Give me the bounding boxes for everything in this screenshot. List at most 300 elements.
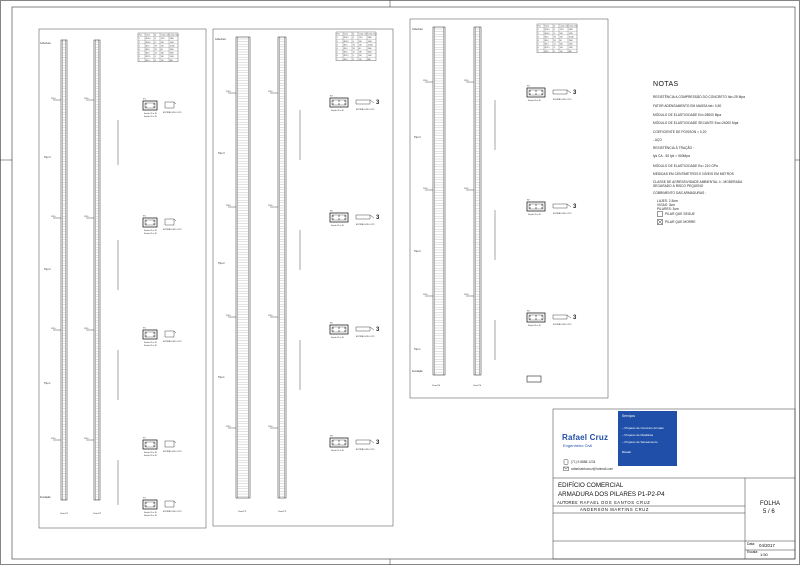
level-name: Tipo 2 bbox=[414, 250, 421, 253]
sheet-number: 5 / 6 bbox=[763, 509, 775, 515]
rebar-dot bbox=[344, 443, 345, 444]
level-value: 1150 bbox=[423, 80, 428, 83]
rebar-dot bbox=[529, 207, 530, 208]
rebar-dot bbox=[338, 215, 339, 216]
stirrup-count: 3 bbox=[376, 215, 380, 221]
stirrup-hook bbox=[174, 219, 176, 221]
service-item: – Projetos de Metálicas bbox=[622, 433, 654, 437]
rebar-dot bbox=[145, 335, 146, 336]
note-line: PILARES: 3cm bbox=[657, 207, 679, 211]
level-name: Fundação bbox=[40, 496, 51, 499]
stirrup-count: 3 bbox=[573, 204, 577, 210]
stirrup-label: ESTRIBO Ø5.0 C/15 bbox=[356, 109, 375, 111]
sheet-border bbox=[1, 1, 800, 565]
authors-label: AUTORES: bbox=[557, 500, 579, 505]
rebar-dot bbox=[145, 220, 146, 221]
rebar-dot bbox=[145, 502, 146, 503]
rebar-dot bbox=[529, 315, 530, 316]
table-cell: 130 bbox=[160, 45, 164, 48]
rebar-dot bbox=[153, 335, 154, 336]
rebar-dot bbox=[332, 327, 333, 328]
legend-label: PILAR QUE SEGUE bbox=[665, 212, 695, 216]
note-line: - AÇO bbox=[653, 138, 662, 142]
rebar-dot bbox=[344, 440, 345, 441]
services-title: Serviços bbox=[622, 414, 636, 418]
note-line: MEDIDAS EM CENTÍMETROS E NÍVEIS EM METROS bbox=[653, 172, 734, 176]
table-cell: Ø10.0 bbox=[544, 29, 550, 32]
table-cell: 7 bbox=[138, 59, 140, 62]
level-name: Tipo 1 bbox=[218, 376, 225, 379]
stirrup-detail bbox=[356, 100, 370, 104]
phone-icon bbox=[563, 459, 569, 465]
stirrup-detail bbox=[553, 204, 567, 208]
table-cell: 7 bbox=[537, 50, 539, 53]
stirrup-hook bbox=[174, 102, 176, 104]
table-cell: 1240 bbox=[367, 40, 372, 43]
level-value: 1150 bbox=[226, 91, 231, 94]
stirrup-hook bbox=[370, 100, 374, 103]
stirrup-detail bbox=[165, 102, 174, 108]
rebar-dot bbox=[332, 330, 333, 331]
table-cell: 1560 bbox=[568, 43, 573, 46]
table-cell: Ø5.0 bbox=[544, 43, 549, 46]
view-caption: Vista P4 bbox=[473, 385, 482, 387]
table-cell: Ø10.0 bbox=[145, 38, 151, 41]
level-value: 1150 bbox=[226, 315, 231, 318]
rebar-dot bbox=[541, 204, 542, 205]
square-cross-icon bbox=[657, 219, 663, 225]
table-cell: 310 bbox=[358, 55, 362, 58]
section-label: Seção 20 x 45 bbox=[144, 515, 157, 517]
table-cell: 310 bbox=[559, 47, 563, 50]
table-cell: Ø5.0 bbox=[544, 40, 549, 42]
table-cell: 4 bbox=[154, 56, 156, 59]
stirrup-detail bbox=[553, 315, 567, 319]
pillar-column bbox=[94, 40, 100, 500]
rebar-dot bbox=[338, 440, 339, 441]
rebar-dot bbox=[344, 330, 345, 331]
level-name: Tipo 1 bbox=[44, 382, 51, 385]
level-value: 1150 bbox=[464, 188, 469, 191]
level-name: Cobertura bbox=[40, 42, 51, 45]
section-label: Seção 20 x 45 bbox=[144, 455, 157, 457]
level-value: 1150 bbox=[51, 216, 56, 219]
rebar-dot bbox=[332, 100, 333, 101]
section-label: Seção 20 x 45 bbox=[528, 325, 541, 327]
stirrup-label: ESTRIBO Ø5.0 C/15 bbox=[356, 224, 375, 226]
level-name: Tipo 2 bbox=[44, 268, 51, 271]
pillar-column bbox=[61, 40, 67, 500]
section-label: Seção 20 x 45 bbox=[144, 116, 157, 118]
rebar-dot bbox=[153, 505, 154, 506]
table-cell: 4 bbox=[352, 40, 354, 43]
section-label: Seção 20 x 45 bbox=[144, 452, 157, 454]
section-outline bbox=[527, 199, 545, 211]
table-cell: 8 bbox=[154, 59, 156, 62]
stirrup-label: ESTRIBO Ø5.0 C/15 bbox=[356, 449, 375, 451]
section-name: P2 bbox=[527, 310, 530, 313]
table-cell: 4 bbox=[553, 47, 555, 50]
note-line: RESISTÊNCIA À TRAÇÃO : bbox=[653, 146, 695, 150]
section-outline bbox=[527, 85, 545, 97]
table-cell: 1 bbox=[138, 38, 140, 41]
table-cell: 12 bbox=[352, 51, 355, 54]
table-cell: 1560 bbox=[568, 40, 573, 42]
table-cell: Ø5.0 bbox=[145, 52, 150, 55]
date-value: 04/2017 bbox=[759, 543, 775, 548]
rebar-dot bbox=[332, 440, 333, 441]
table-cell: 2 bbox=[138, 41, 140, 44]
rebar-dot bbox=[529, 93, 530, 94]
drawing-title: ARMADURA DOS PILARES P1-P2-P4 bbox=[558, 491, 665, 498]
rebar-dot bbox=[344, 327, 345, 328]
service-item: – Projetos de Concreto Armado bbox=[622, 426, 664, 430]
table-cell: 9360 bbox=[169, 38, 174, 41]
scale-label: Escala: bbox=[747, 550, 759, 554]
rebar-dot bbox=[332, 443, 333, 444]
table-cell: 130 bbox=[358, 51, 362, 54]
table-cell: 1240 bbox=[568, 32, 573, 35]
stirrup-count: 3 bbox=[573, 315, 577, 321]
section-label: Seção 20 x 45 bbox=[528, 100, 541, 102]
level-value: 1150 bbox=[268, 426, 273, 429]
rebar-dot bbox=[541, 318, 542, 319]
table-cell: 880 bbox=[568, 50, 572, 53]
level-value: 1150 bbox=[464, 294, 469, 297]
level-value: 1150 bbox=[226, 205, 231, 208]
rebar-dot bbox=[541, 93, 542, 94]
table-cell: 110 bbox=[160, 59, 164, 62]
table-cell: 880 bbox=[169, 59, 173, 62]
stirrup-label: ESTRIBO Ø5.0 C/15 bbox=[163, 112, 182, 114]
table-cell: 310 bbox=[160, 56, 164, 59]
stirrup-hook bbox=[174, 331, 176, 333]
table-cell: 26 bbox=[154, 49, 157, 51]
table-cell: 60 bbox=[160, 49, 163, 51]
company-logo-subtitle: Engenheiro Civil bbox=[563, 443, 593, 448]
rebar-dot bbox=[153, 442, 154, 443]
section-label: Seção 20 x 45 bbox=[144, 233, 157, 235]
table-cell: 130 bbox=[160, 52, 164, 55]
table-header-cell: Comp. total bbox=[568, 25, 578, 28]
note-line: RESISTÊNCIA A COMPRESSÃO DO CONCRETO fck=25 Mpa bbox=[653, 95, 746, 99]
note-line: MÓDULO DE ELASTICIDADE SECANTE Ecs=24000 Mpa bbox=[653, 121, 739, 125]
table-header-cell: Q. bbox=[352, 33, 355, 36]
table-cell: 1240 bbox=[169, 56, 174, 59]
table-cell: 12 bbox=[553, 43, 556, 46]
legend-label: PILAR QUE MORRE bbox=[665, 220, 696, 224]
email-address: rafaelcantocruz@hotmail.com bbox=[571, 467, 614, 471]
stirrup-count: 3 bbox=[573, 90, 577, 96]
stirrup-label: ESTRIBO Ø5.0 C/15 bbox=[553, 213, 572, 215]
section-name: P1 bbox=[143, 327, 146, 330]
pillar-layers bbox=[40, 24, 578, 517]
stirrup-count: 3 bbox=[376, 327, 380, 333]
level-value: 1150 bbox=[84, 98, 89, 101]
rebar-dot bbox=[153, 103, 154, 104]
services-panel bbox=[618, 411, 677, 466]
table-cell: Ø5.0 bbox=[145, 49, 150, 51]
stirrup-label: ESTRIBO Ø5.0 C/15 bbox=[553, 99, 572, 101]
section-name: P2 bbox=[330, 435, 333, 438]
table-cell: 26 bbox=[553, 40, 556, 42]
rebar-dot bbox=[344, 218, 345, 219]
sheet-label: FOLHA bbox=[760, 501, 781, 507]
table-cell: 1560 bbox=[367, 48, 372, 50]
table-cell: 1170 bbox=[160, 38, 165, 41]
rebar-dot bbox=[535, 93, 536, 94]
pillar-p2 bbox=[215, 32, 380, 513]
notes-title: NOTAS bbox=[653, 81, 679, 88]
table-header-cell: Q. bbox=[154, 34, 157, 37]
stirrup-detail bbox=[356, 327, 370, 331]
table-cell: 1170 bbox=[559, 29, 564, 32]
table-cell: 8 bbox=[352, 37, 354, 40]
table-cell: 1 bbox=[537, 29, 539, 32]
table-cell: Ø5.0 bbox=[343, 44, 348, 47]
table-cell: 10140 bbox=[568, 36, 574, 39]
rebar-dot bbox=[153, 332, 154, 333]
rebar-dot bbox=[541, 90, 542, 91]
stirrup-label: ESTRIBO Ø5.0 C/15 bbox=[163, 511, 182, 513]
table-cell: 4 bbox=[138, 49, 140, 51]
stirrup-detail bbox=[553, 90, 567, 94]
pillar-p4 bbox=[412, 24, 578, 387]
table-cell: 78 bbox=[154, 45, 157, 48]
rebar-dot bbox=[153, 223, 154, 224]
table-cell: 880 bbox=[367, 58, 371, 61]
stirrup-label: ESTRIBO Ø5.0 C/15 bbox=[163, 451, 182, 453]
section-outline bbox=[330, 95, 348, 107]
table-cell: Ø5.0 bbox=[145, 59, 150, 62]
rebar-dot bbox=[338, 327, 339, 328]
stirrup-detail bbox=[165, 501, 174, 507]
table-cell: 60 bbox=[559, 40, 562, 42]
level-value: 1150 bbox=[51, 98, 56, 101]
rebar-dot bbox=[338, 103, 339, 104]
table-cell: 1170 bbox=[358, 37, 363, 40]
section-label: Seção 20 x 45 bbox=[331, 450, 344, 452]
rebar-dot bbox=[153, 220, 154, 221]
table-cell: 1240 bbox=[568, 47, 573, 50]
rebar-dot bbox=[535, 204, 536, 205]
table-cell: Ø10.0 bbox=[343, 37, 349, 40]
table-cell: 310 bbox=[358, 40, 362, 43]
scale-value: 1:50 bbox=[760, 552, 768, 557]
stirrup-hook bbox=[567, 90, 571, 93]
note-line: MÓDULO DE ELASTICIDADE Eci=28000 Mpa bbox=[653, 113, 722, 117]
stirrup-detail bbox=[165, 219, 174, 225]
section-outline bbox=[330, 322, 348, 334]
section-label: Seção 20 x 45 bbox=[144, 342, 157, 344]
view-caption: Vista P4 bbox=[432, 385, 441, 387]
level-name: Tipo 3 bbox=[218, 152, 225, 155]
section-outline bbox=[527, 310, 545, 322]
author-name: RAFAEL DOS SANTOS CRUZ bbox=[580, 500, 651, 505]
table-cell: 8 bbox=[352, 58, 354, 61]
stirrup-detail bbox=[356, 440, 370, 444]
table-cell: 8 bbox=[553, 50, 555, 53]
table-cell: Ø5.0 bbox=[343, 58, 348, 61]
table-cell: Ø12.5 bbox=[145, 56, 151, 59]
rebar-dot bbox=[535, 315, 536, 316]
table-cell: 3 bbox=[336, 44, 338, 47]
section-name: P2 bbox=[527, 85, 530, 88]
table-header-cell: Comp. unit. bbox=[358, 33, 368, 36]
level-value: 1150 bbox=[464, 80, 469, 83]
viewport-p2 bbox=[213, 29, 393, 526]
stirrup-hook bbox=[370, 440, 374, 443]
service-item: – Projetos de Saneamento bbox=[622, 440, 658, 444]
stirrup-count: 3 bbox=[376, 100, 380, 106]
table-header-cell: Diam. bbox=[544, 25, 550, 28]
rebar-dot bbox=[541, 207, 542, 208]
level-value: 1150 bbox=[268, 315, 273, 318]
stirrup-hook bbox=[567, 315, 571, 318]
table-cell: 9360 bbox=[367, 37, 372, 40]
note-line: FATOR ADENSAMENTO EM MASSA fat= 0,50 bbox=[653, 104, 722, 108]
table-cell: 310 bbox=[559, 32, 563, 35]
table-cell: 78 bbox=[553, 36, 556, 39]
table-cell: 1560 bbox=[367, 51, 372, 54]
level-value: 1150 bbox=[51, 328, 56, 331]
rebar-dot bbox=[145, 103, 146, 104]
rebar-dot bbox=[145, 442, 146, 443]
rebar-dot bbox=[338, 218, 339, 219]
stirrup-hook bbox=[567, 204, 571, 207]
table-header-cell: Q. bbox=[553, 25, 556, 28]
note-line: VIGAS: 3cm bbox=[657, 203, 676, 207]
table-cell: Ø10.0 bbox=[145, 41, 151, 44]
table-cell: 310 bbox=[160, 41, 164, 44]
section-label: Seção 20 x 45 bbox=[528, 214, 541, 216]
pillar-p1 bbox=[40, 33, 182, 517]
rebar-dot bbox=[535, 318, 536, 319]
table-header-cell: Comp. total bbox=[367, 33, 377, 36]
section-name: P2 bbox=[330, 95, 333, 98]
level-value: 1150 bbox=[51, 438, 56, 441]
note-line: fyk CA - 50 fyk = 500Mpa bbox=[653, 154, 690, 158]
level-value: 1150 bbox=[226, 426, 231, 429]
level-name: Fundação bbox=[412, 370, 423, 373]
stirrup-detail bbox=[165, 441, 174, 447]
rebar-dot bbox=[332, 218, 333, 219]
table-cell: 2 bbox=[336, 40, 338, 43]
level-name: Tipo 1 bbox=[414, 348, 421, 351]
section-outline bbox=[330, 210, 348, 222]
table-cell: 8 bbox=[553, 29, 555, 32]
table-cell: 110 bbox=[358, 58, 362, 61]
table-cell: 4 bbox=[537, 40, 539, 42]
rebar-dot bbox=[529, 318, 530, 319]
stirrup-label: ESTRIBO Ø5.0 C/15 bbox=[163, 341, 182, 343]
section-name: P2 bbox=[330, 322, 333, 325]
section-name: P2 bbox=[527, 199, 530, 202]
table-cell: 4 bbox=[336, 48, 338, 50]
section-outline bbox=[330, 435, 348, 447]
note-line: MÓDULO DE ELASTICIDADE Es= 210 GPa bbox=[653, 164, 718, 168]
table-header-cell: Pos. bbox=[537, 25, 542, 28]
rebar-dot bbox=[145, 332, 146, 333]
table-cell: 1240 bbox=[367, 55, 372, 58]
rebar-dot bbox=[145, 106, 146, 107]
table-header-cell: Diam. bbox=[343, 33, 349, 36]
project-title: EDIFÍCIO COMERCIAL bbox=[558, 482, 624, 489]
author-name: ANDERSON MARTINS CRUZ bbox=[580, 507, 650, 512]
table-cell: 1560 bbox=[169, 49, 174, 51]
table-cell: 130 bbox=[559, 36, 563, 39]
table-cell: Ø12.5 bbox=[544, 47, 550, 50]
table-cell: 6 bbox=[336, 55, 338, 58]
table-cell: Ø10.0 bbox=[343, 40, 349, 43]
table-header-cell: Pos. bbox=[138, 34, 143, 37]
section-label: Seção 20 x 45 bbox=[144, 512, 157, 514]
view-caption: Vista P2 bbox=[93, 513, 102, 515]
section-name: P1 bbox=[143, 98, 146, 101]
level-value: 1150 bbox=[84, 216, 89, 219]
table-cell: 2 bbox=[537, 32, 539, 35]
table-cell: Ø5.0 bbox=[343, 48, 348, 50]
section-label: Seção 20 x 45 bbox=[331, 110, 344, 112]
stirrup-hook bbox=[174, 501, 176, 503]
stirrup-hook bbox=[370, 215, 374, 218]
level-value: 1150 bbox=[268, 205, 273, 208]
table-cell: Ø5.0 bbox=[145, 45, 150, 48]
rebar-dot bbox=[338, 330, 339, 331]
table-cell: 5 bbox=[138, 52, 140, 55]
table-cell: Ø12.5 bbox=[343, 55, 349, 58]
table-cell: 5 bbox=[537, 43, 539, 46]
rebar-dot bbox=[145, 445, 146, 446]
table-header-cell: Pos. bbox=[336, 33, 341, 36]
table-cell: Ø5.0 bbox=[544, 36, 549, 39]
rebar-dot bbox=[332, 103, 333, 104]
table-cell: 26 bbox=[352, 48, 355, 50]
level-value: 1150 bbox=[84, 438, 89, 441]
section-outline bbox=[527, 376, 541, 382]
note-line: COEFICIENTE DE POISSON = 0,20 bbox=[653, 130, 707, 134]
date-label: Data: bbox=[747, 542, 756, 546]
viewport-p1 bbox=[39, 29, 206, 528]
rebar-dot bbox=[338, 100, 339, 101]
table-cell: 12 bbox=[154, 52, 157, 55]
pillar-column bbox=[278, 37, 286, 498]
level-name: Cobertura bbox=[215, 38, 226, 41]
table-cell: 7 bbox=[336, 58, 338, 61]
table-cell: 110 bbox=[559, 50, 563, 53]
rebar-dot bbox=[344, 103, 345, 104]
section-label: Seção 20 x 45 bbox=[144, 113, 157, 115]
section-name: P1 bbox=[143, 215, 146, 218]
level-value: 1150 bbox=[423, 294, 428, 297]
table-cell: 4 bbox=[154, 41, 156, 44]
table-cell: 6 bbox=[138, 56, 140, 59]
note-line: LAJES: 2,5cm bbox=[657, 199, 678, 203]
inner-frame bbox=[12, 7, 795, 559]
table-cell: 4 bbox=[352, 55, 354, 58]
table-cell: 3 bbox=[537, 36, 539, 39]
table-header-cell: Comp. unit. bbox=[559, 25, 569, 28]
section-name: P1 bbox=[143, 497, 146, 500]
rebar-dot bbox=[535, 207, 536, 208]
table-cell: 4 bbox=[553, 32, 555, 35]
table-cell: 130 bbox=[559, 43, 563, 46]
section-label: Seção 20 x 45 bbox=[331, 337, 344, 339]
view-caption: Vista P1 bbox=[60, 513, 69, 515]
stirrup-detail bbox=[356, 215, 370, 219]
company-logo-name: Rafael Cruz bbox=[562, 433, 609, 442]
rebar-dot bbox=[535, 90, 536, 91]
